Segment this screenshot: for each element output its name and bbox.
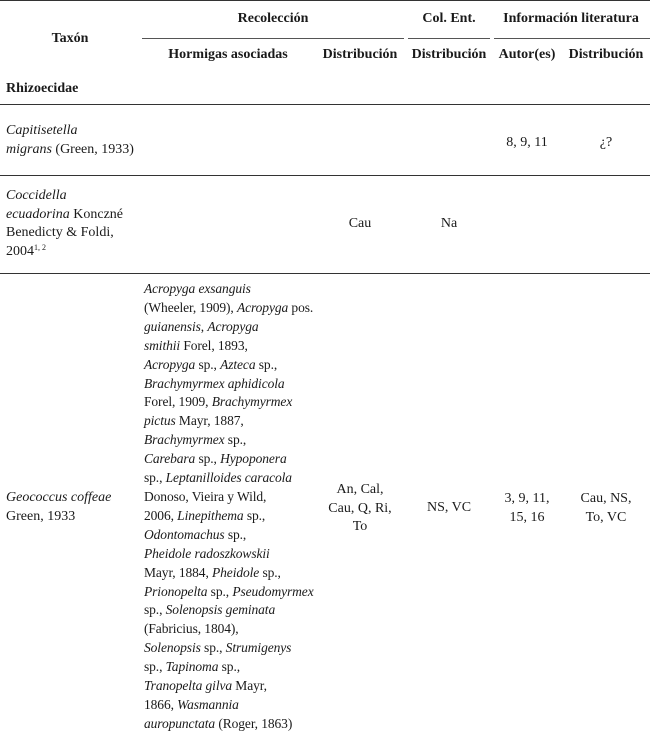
row3-lit-authors [494, 490, 560, 527]
ant-line: Brachymyrmex sp., [144, 432, 247, 448]
ant-line: pictus Mayr, 1887, [144, 413, 244, 429]
ant-line: Prionopelta sp., Pseudomyrmex [144, 583, 314, 599]
row2-superscript: 1, 2 [34, 242, 46, 252]
header-recoleccion: Recolección [237, 11, 309, 26]
row1-genus: Capitisetella [6, 123, 78, 138]
ant-line: Brachymyrmex aphidicola [144, 375, 285, 391]
top-rule [0, 0, 650, 1]
header-taxon: Taxón [51, 31, 89, 46]
ant-line: 1866, Wasmannia [144, 696, 239, 712]
row3-lit-distribution [562, 490, 650, 527]
header-distribucion-recoleccion: Distribución [322, 47, 398, 62]
header-autores: Autor(es) [498, 47, 556, 62]
ant-line: Acropyga sp., Azteca sp., [144, 356, 278, 372]
row3-lit-authors-line-1: 3, 9, 11, [504, 491, 550, 506]
row3-lit-authors-line-2: 15, 16 [509, 509, 545, 525]
row3-rec-line-1: An, Cal, [336, 482, 384, 497]
ant-line: smithii Forel, 1893, [144, 337, 248, 353]
row3-author: Green, 1933 [6, 508, 76, 524]
row2-species: ecuadorina [6, 206, 70, 222]
ant-line: 2006, Linepithema sp., [144, 507, 266, 523]
row1-author: (Green, 1933) [51, 141, 134, 157]
ant-line: (Fabricius, 1804), [144, 621, 239, 637]
ant-line: Solenopsis sp., Strumigenys [144, 640, 292, 656]
col-ent-underline [408, 38, 490, 39]
row2-author-1: Konczné [69, 206, 124, 222]
row3-species: Geococcus coffeae [6, 490, 112, 505]
row3-lit-dist-line-1: Cau, NS, [580, 491, 632, 506]
recoleccion-underline [142, 38, 404, 39]
header-distribucion-literatura: Distribución [568, 47, 644, 62]
row1-lit-authors: 8, 9, 11 [506, 135, 548, 150]
family-name: Rhizoecidae [6, 81, 79, 96]
row3-taxon [6, 489, 142, 526]
row2-taxon [6, 187, 142, 261]
row3-col-distribution: NS, VC [426, 500, 472, 515]
ant-line: Forel, 1909, Brachymyrmex [144, 394, 293, 410]
row1-taxon [6, 122, 142, 159]
row1-lit-distribution: ¿? [599, 135, 613, 150]
header-hormigas-asociadas: Hormigas asociadas [168, 47, 288, 62]
ant-line: Mayr, 1884, Pheidole sp., [144, 564, 281, 580]
ant-line: guianensis, Acropyga [144, 318, 259, 334]
row3-rec-line-2: Cau, Q, Ri, [328, 500, 392, 516]
ant-line: Tranopelta gilva Mayr, [144, 678, 267, 694]
ant-line: Odontomachus sp., [144, 526, 247, 542]
row2-col-distribution: Na [440, 216, 458, 231]
header-rule [0, 104, 650, 105]
row3-rec-distribution [316, 481, 404, 537]
header-distribucion-col-ent: Distribución [411, 47, 487, 62]
header-info-literatura: Información literatura [503, 11, 639, 26]
row3-lit-dist-line-2: To, VC [585, 509, 627, 525]
info-literatura-underline [494, 38, 650, 39]
row-rule-1 [0, 175, 650, 176]
ant-line: auropunctata (Roger, 1863) [144, 715, 293, 731]
row-rule-2 [0, 273, 650, 274]
ant-line: Acropyga exsanguis [144, 281, 251, 296]
row3-rec-line-3: To [352, 519, 368, 534]
row2-genus: Coccidella [6, 188, 67, 203]
header-col-ent: Col. Ent. [422, 11, 476, 26]
row1-species: migrans [6, 141, 52, 157]
row2-author-2: Benedicty & Foldi, [6, 225, 114, 240]
row3-associated-ants [144, 280, 316, 734]
row2-year: 2004 [6, 243, 34, 259]
ant-line: (Wheeler, 1909), Acropyga pos. [144, 299, 314, 315]
ant-line: Pheidole radoszkowskii [144, 545, 270, 561]
ant-line: Donoso, Vieira y Wild, [144, 488, 267, 504]
ant-line: Carebara sp., Hypoponera [144, 451, 287, 467]
row2-rec-distribution: Cau [348, 216, 372, 231]
ant-line: sp., Leptanilloides caracola [144, 470, 292, 486]
ant-line: sp., Solenopsis geminata [144, 602, 276, 618]
ant-line: sp., Tapinoma sp., [144, 659, 241, 675]
